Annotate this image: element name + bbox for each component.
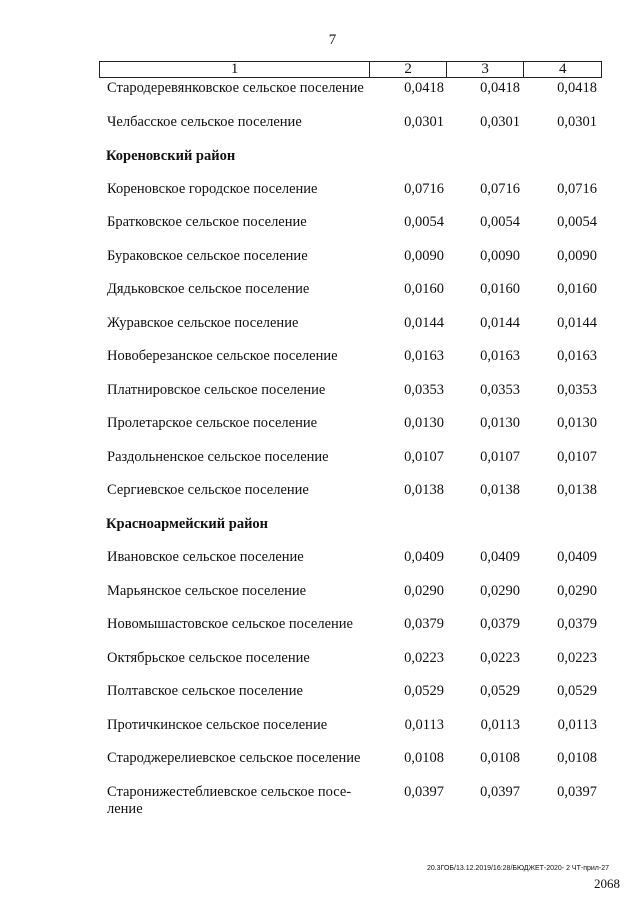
value-col-4: 0,0090: [557, 248, 597, 264]
value-col-4: 0,0379: [557, 616, 597, 632]
value-col-2: 0,0379: [404, 616, 444, 632]
column-header-2: 2: [370, 62, 447, 78]
value-col-4: 0,0160: [557, 281, 597, 297]
district-heading: Красноармейский район: [106, 516, 269, 532]
value-col-2: 0,0301: [404, 114, 444, 130]
value-col-3: 0,0529: [480, 683, 520, 699]
value-col-4: 0,0107: [557, 449, 597, 465]
settlement-name: Братковское сельское поселение: [107, 214, 307, 230]
value-col-2: 0,0144: [404, 315, 444, 331]
value-col-3: 0,0163: [480, 348, 520, 364]
settlement-name: Стародеревянковское сельское поселение: [107, 80, 364, 96]
settlement-name: Новоберезанское сельское поселение: [107, 348, 338, 364]
value-col-4: 0,0108: [557, 750, 597, 766]
value-col-4: 0,0716: [557, 181, 597, 197]
value-col-4: 0,0418: [557, 80, 597, 96]
value-col-3: 0,0418: [480, 80, 520, 96]
settlement-name: Бураковское сельское поселение: [107, 248, 308, 264]
value-col-4: 0,0223: [557, 650, 597, 666]
value-col-2: 0,0716: [404, 181, 444, 197]
value-col-3: 0,0409: [480, 549, 520, 565]
value-col-3: 0,0113: [480, 717, 520, 733]
value-col-3: 0,0144: [480, 315, 520, 331]
value-col-2: 0,0090: [404, 248, 444, 264]
value-col-3: 0,0716: [480, 181, 520, 197]
value-col-4: 0,0301: [557, 114, 597, 130]
value-col-3: 0,0054: [480, 214, 520, 230]
value-col-3: 0,0138: [480, 482, 520, 498]
value-col-3: 0,0223: [480, 650, 520, 666]
value-col-2: 0,0108: [404, 750, 444, 766]
value-col-4: 0,0529: [557, 683, 597, 699]
column-header-4: 4: [524, 62, 602, 78]
settlement-name: Дядьковское сельское поселение: [107, 281, 310, 297]
value-col-2: 0,0397: [404, 784, 444, 800]
value-col-3: 0,0290: [480, 583, 520, 599]
value-col-3: 0,0379: [480, 616, 520, 632]
footer-document-code: 20.3ГОБ/13.12.2019/16:28/БЮДЖЕТ-2020- 2 ЧТ-прил-27: [426, 865, 609, 872]
value-col-2: 0,0353: [404, 382, 444, 398]
column-header-3: 3: [446, 62, 524, 78]
settlement-name: Сергиевское сельское поселение: [107, 482, 309, 498]
settlement-name: Марьянское сельское поселение: [107, 583, 307, 599]
value-col-4: 0,0290: [557, 583, 597, 599]
settlement-name: Платнировское сельское поселение: [107, 382, 326, 398]
value-col-3: 0,0107: [480, 449, 520, 465]
value-col-3: 0,0353: [480, 382, 520, 398]
value-col-4: 0,0409: [557, 549, 597, 565]
value-col-3: 0,0130: [480, 415, 520, 431]
settlement-name: Челбасское сельское поселение: [107, 114, 302, 130]
value-col-3: 0,0301: [480, 114, 520, 130]
settlement-name: Староджерелиевское сельское поселение: [107, 750, 361, 766]
settlement-name: Старонижестеблиевское сельское посе- ление: [107, 784, 352, 817]
value-col-2: 0,0160: [404, 281, 444, 297]
value-col-4: 0,0113: [557, 717, 597, 733]
district-heading: Кореновский район: [106, 148, 236, 164]
value-col-2: 0,0290: [404, 583, 444, 599]
value-col-3: 0,0160: [480, 281, 520, 297]
settlement-name: Журавское сельское поселение: [107, 315, 299, 331]
value-col-3: 0,0397: [480, 784, 520, 800]
settlement-name: Новомышастовское сельское поселение: [107, 616, 353, 632]
value-col-3: 0,0108: [480, 750, 520, 766]
value-col-3: 0,0090: [480, 248, 520, 264]
value-col-4: 0,0130: [557, 415, 597, 431]
settlement-name: Октябрьское сельское поселение: [107, 650, 310, 666]
value-col-4: 0,0144: [557, 315, 597, 331]
value-col-2: 0,0223: [404, 650, 444, 666]
value-col-4: 0,0054: [557, 214, 597, 230]
column-header-1: 1: [100, 62, 370, 78]
settlement-name: Пролетарское сельское поселение: [107, 415, 318, 431]
value-col-2: 0,0529: [404, 683, 444, 699]
value-col-2: 0,0409: [404, 549, 444, 565]
footer-page-number: 2068: [594, 876, 620, 891]
settlement-name: Ивановское сельское поселение: [107, 549, 304, 565]
value-col-2: 0,0138: [404, 482, 444, 498]
value-col-2: 0,0054: [404, 214, 444, 230]
value-col-2: 0,0130: [404, 415, 444, 431]
value-col-4: 0,0353: [557, 382, 597, 398]
value-col-4: 0,0163: [557, 348, 597, 364]
value-col-4: 0,0138: [557, 482, 597, 498]
settlement-name: Кореновское городское поселение: [107, 181, 318, 197]
settlement-name: Раздольненское сельское поселение: [107, 449, 329, 465]
value-col-2: 0,0418: [404, 80, 444, 96]
value-col-2: 0,0107: [404, 449, 444, 465]
page-number: 7: [328, 32, 337, 48]
column-header-table: [99, 61, 602, 78]
value-col-2: 0,0113: [404, 717, 444, 733]
settlement-name: Полтавское сельское поселение: [107, 683, 303, 699]
value-col-2: 0,0163: [404, 348, 444, 364]
value-col-4: 0,0397: [557, 784, 597, 800]
settlement-name: Протичкинское сельское поселение: [107, 717, 328, 733]
